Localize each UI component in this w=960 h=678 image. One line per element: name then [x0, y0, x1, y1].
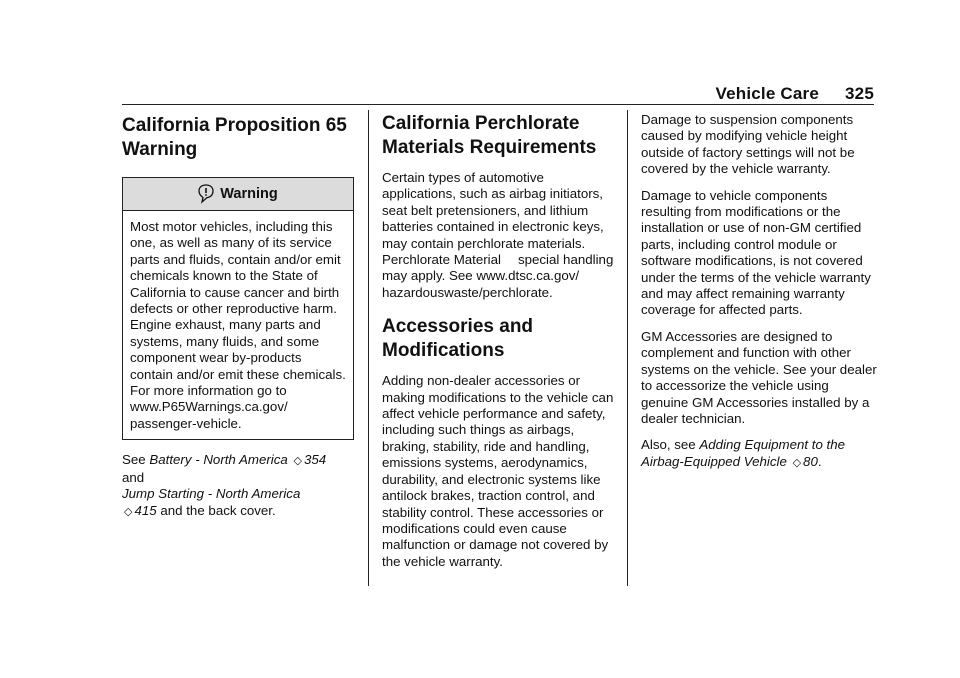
also-see-prefix: Also, see: [641, 437, 696, 453]
ref-battery-link[interactable]: Battery - North America: [149, 452, 288, 468]
warning-box: [122, 177, 354, 440]
running-header: [716, 84, 875, 104]
see-suffix: and the back cover.: [160, 502, 276, 518]
see-line-2: and: [122, 469, 145, 485]
see-line-1: [122, 452, 354, 469]
column-3: [641, 112, 877, 481]
ref-airbag-equipment-link[interactable]: Adding Equipment to the Airbag-Equipped Vehicle: [641, 437, 846, 469]
column-divider-2: [627, 110, 628, 586]
ref-jump-starting-page[interactable]: 415: [134, 502, 157, 518]
warning-speech-bubble-icon: [198, 184, 214, 204]
components-paragraph: Damage to vehicle components resulting from modifications or the installation or use of non-GM certified parts, including control module or software modifications, is not covered under the terms of the vehicle warranty and may affect remaining warranty coverage for affected parts.: [641, 187, 871, 318]
page-reference-arrow-icon: ◇: [124, 505, 133, 518]
see-also-block: [122, 452, 354, 520]
page-number: 325: [845, 84, 874, 103]
accessories-heading: Accessories and Modifications: [382, 316, 534, 362]
column-divider-1: [368, 110, 369, 586]
also-see-end: .: [817, 453, 822, 469]
column-2: [382, 112, 614, 580]
warning-header: [123, 178, 353, 211]
gm-accessories-paragraph: GM Accessories are designed to complement and function with other systems on the vehicle. See your dealer to accessorize the vehicle using genuine GM Accessories installed by a dealer technician.: [641, 328, 877, 426]
warning-text: Most motor vehicles, including this one, as well as many of its service parts and fluids, contain and/or emit chemicals known to the State of California to cause cancer and birth defects or other reproductive harm. Engine exhaust, many parts and systems, many fluids, and some component wear by-products contain and/or emit these chemicals. For more information go to www.P65Warnings.ca.gov/ passenger-vehicle.: [130, 219, 346, 431]
warning-label: Warning: [220, 186, 278, 202]
accessories-paragraph: Adding non-dealer accessories or making modifications to the vehicle can affect vehicle performance and safety, including such things as airbags, braking, stability, ride and handling, emissions systems, aerodynamics, durability, and electronic systems like antilock brakes, traction control, and stability control. These accessories or modifications could even cause malfunction or damage not covered by the vehicle warranty.: [382, 373, 614, 569]
header-rule: [122, 104, 874, 105]
perchlorate-heading: California Perchlorate Materials Requirements: [382, 113, 597, 158]
prop65-heading: California Proposition 65 Warning: [122, 115, 347, 160]
perchlorate-paragraph: Certain types of automotive applications, such as airbag initiators, seat belt pretensioners, and lithium batteries contained in electronic keys, may contain perchlorate materials. Perchlorate Material special handling may apply. See www.dtsc.ca.gov/ hazardouswaste/perchlorate.: [382, 170, 614, 300]
page-reference-arrow-icon: ◇: [293, 455, 302, 468]
see-line-3: [122, 486, 354, 502]
ref-jump-starting-link[interactable]: Jump Starting - North America: [122, 486, 301, 502]
ref-airbag-equipment-page[interactable]: 80: [803, 453, 818, 469]
section-title: Vehicle Care: [715, 84, 820, 103]
column-1: [122, 112, 354, 520]
page-reference-arrow-icon: ◇: [792, 456, 802, 469]
see-line-4: [122, 503, 354, 520]
also-see-paragraph: [641, 437, 877, 471]
suspension-paragraph: Damage to suspension components caused by modifying vehicle height outside of factory settings will not be covered by the vehicle warranty.: [641, 112, 855, 177]
see-prefix: See: [122, 452, 146, 468]
ref-battery-page[interactable]: 354: [303, 452, 327, 468]
warning-body: [123, 211, 353, 439]
